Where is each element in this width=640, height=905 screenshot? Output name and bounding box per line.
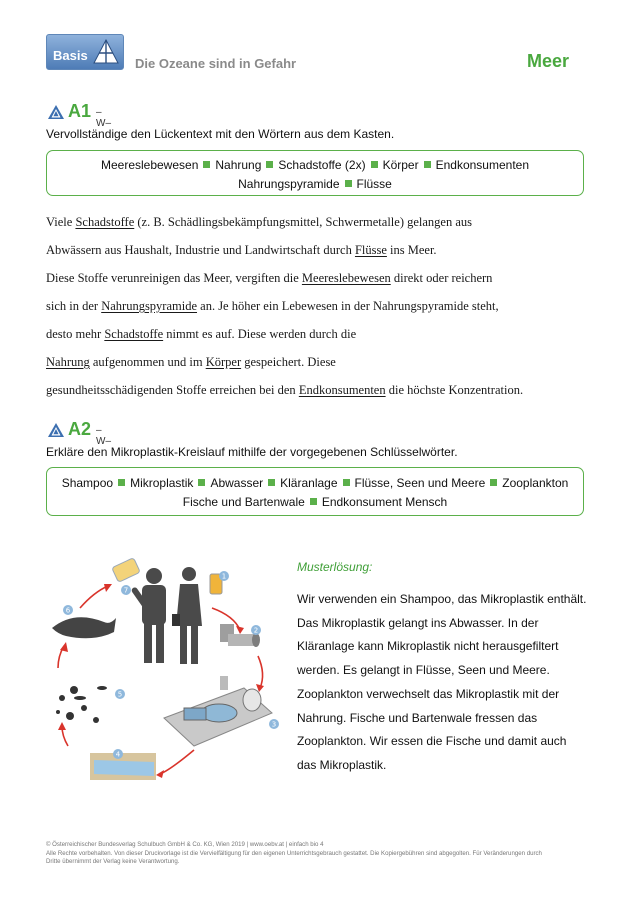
river-icon bbox=[90, 750, 156, 780]
cloze-segment: Viele bbox=[46, 215, 76, 229]
separator-square bbox=[268, 479, 275, 486]
cloze-segment: an. Je höher ein Lebewesen in der Nahrungspyramide steht, bbox=[197, 299, 499, 313]
keyword: Endkonsumenten bbox=[435, 158, 530, 172]
step-number: 6 bbox=[65, 606, 71, 615]
solution-text: Wir verwenden ein Shampoo, das Mikroplastik enthält. Das Mikroplastik gelangt ins Abwasser. In der Kläranlage kann Mikroplastik nicht herausgefiltert werden. Es gelangt in Flüsse, Seen und Meere. Zooplankton verwechselt das Mikroplastik mit der Nahrung. Fische und Bartenwale fressen das Zooplankton. Wir essen die Fische und damit auch das Mikroplastik. bbox=[297, 592, 587, 772]
filled-gap: Schadstoffe bbox=[75, 215, 135, 229]
word-row bbox=[47, 493, 583, 512]
task-instruction: Vervollständige den Lückentext mit den Wörtern aus dem Kasten. bbox=[46, 127, 395, 141]
filled-gap: Meereslebewesen bbox=[301, 271, 391, 285]
pyramid-icon bbox=[93, 39, 119, 65]
cloze-segment: nimmt es auf. Diese werden durch die bbox=[163, 327, 357, 341]
cloze-line bbox=[46, 327, 356, 342]
cloze-segment: Diese Stoffe verunreinigen das Meer, vergiften die bbox=[46, 271, 302, 285]
keyword: Flüsse bbox=[356, 177, 392, 191]
whale-icon bbox=[52, 617, 116, 638]
zooplankton-icon bbox=[56, 686, 107, 723]
cloze-line bbox=[46, 215, 472, 230]
basis-logo bbox=[46, 34, 124, 70]
keyword: Schadstoffe (2x) bbox=[278, 158, 366, 172]
footer bbox=[46, 841, 586, 867]
separator-square bbox=[343, 479, 350, 486]
alert-triangle-icon bbox=[48, 423, 64, 437]
page-topic: Meer bbox=[527, 51, 570, 71]
separator-square bbox=[490, 479, 497, 486]
alert-triangle-icon bbox=[48, 105, 64, 119]
task-level: –W– bbox=[96, 425, 111, 447]
keyword: Zooplankton bbox=[502, 476, 569, 490]
step-number: 1 bbox=[221, 572, 227, 581]
rights-line: Alle Rechte vorbehalten. Von dieser Druckvorlage ist die Vervielfältigung für den eigenen Unterrichtsgebrauch gestattet. Die Kopiergebühren sind abgegolten. Für Veränderungen durch bbox=[46, 849, 542, 857]
keyword: Abwasser bbox=[210, 476, 264, 490]
separator-square bbox=[198, 479, 205, 486]
people-icon bbox=[131, 567, 202, 664]
task-level: –W– bbox=[96, 107, 111, 129]
cloze-line bbox=[46, 299, 499, 314]
cloze-segment: (z. B. Schädlingsbekämpfungsmittel, Schwermetalle) gelangen aus bbox=[134, 215, 473, 229]
filled-gap: Körper bbox=[205, 355, 242, 369]
cloze-line bbox=[46, 355, 336, 370]
keyword: Nahrung bbox=[215, 158, 262, 172]
task-number: A2 bbox=[68, 419, 92, 439]
cloze-segment: direkt oder reichern bbox=[390, 271, 493, 285]
step-number: 7 bbox=[123, 586, 129, 595]
keyword: Endkonsument Mensch bbox=[321, 495, 448, 509]
cloze-text bbox=[46, 215, 606, 395]
word-row bbox=[47, 474, 583, 493]
filled-gap: Nahrungspyramide bbox=[101, 299, 198, 313]
step-number: 2 bbox=[253, 626, 259, 635]
separator-square bbox=[424, 161, 431, 168]
separator-square bbox=[310, 498, 317, 505]
separator-square bbox=[118, 479, 125, 486]
keyword: Körper bbox=[382, 158, 419, 172]
cloze-line bbox=[46, 271, 492, 286]
cloze-segment: desto mehr bbox=[46, 327, 105, 341]
cloze-segment: Abwässern aus Haushalt, Industrie und Landwirtschaft durch bbox=[46, 243, 355, 257]
cloze-segment: gespeichert. Diese bbox=[241, 355, 336, 369]
solution-title: Musterlösung: bbox=[297, 560, 373, 574]
separator-square bbox=[371, 161, 378, 168]
keyword: Kläranlage bbox=[280, 476, 338, 490]
cloze-line bbox=[46, 243, 437, 258]
cloze-segment: sich in der bbox=[46, 299, 102, 313]
step-number: 3 bbox=[271, 720, 277, 729]
copyright-line: © Österreichischer Bundesverlag Schulbuch GmbH & Co. KG, Wien 2019 | www.oebv.at | einfach bio 4 bbox=[46, 841, 324, 848]
keyword-box bbox=[46, 467, 584, 516]
keyword: Nahrungspyramide bbox=[238, 177, 340, 191]
filled-gap: Flüsse bbox=[354, 243, 387, 257]
cloze-segment: die höchste Konzentration. bbox=[385, 383, 524, 397]
rights-line: Dritte übernimmt der Verlag keine Verantwortung. bbox=[46, 858, 180, 866]
treatment-plant-icon bbox=[164, 676, 272, 746]
step-markers bbox=[63, 571, 279, 759]
task-instruction: Erkläre den Mikroplastik-Kreislauf mithilfe der vorgegebenen Schlüsselwörter. bbox=[46, 445, 458, 459]
separator-square bbox=[266, 161, 273, 168]
cloze-segment: gesundheitsschädigenden Stoffe erreichen bei den bbox=[46, 383, 299, 397]
step-number: 4 bbox=[115, 750, 121, 759]
keyword: Shampoo bbox=[61, 476, 114, 490]
word-box bbox=[46, 150, 584, 196]
filled-gap: Endkonsumenten bbox=[298, 383, 386, 397]
word-row bbox=[47, 156, 583, 175]
word-row bbox=[47, 175, 583, 194]
cloze-segment: aufgenommen und im bbox=[89, 355, 206, 369]
logo-label: Basis bbox=[53, 48, 88, 63]
separator-square bbox=[203, 161, 210, 168]
cloze-line bbox=[46, 383, 523, 398]
page-subtitle: Die Ozeane sind in Gefahr bbox=[135, 56, 297, 71]
keyword: Meereslebewesen bbox=[100, 158, 199, 172]
keyword: Mikroplastik bbox=[130, 476, 194, 490]
keyword: Flüsse, Seen und Meere bbox=[354, 476, 486, 490]
separator-square bbox=[345, 180, 352, 187]
keyword: Fische und Bartenwale bbox=[182, 495, 305, 509]
filled-gap: Nahrung bbox=[46, 355, 90, 369]
cloze-segment: ins Meer. bbox=[386, 243, 437, 257]
task-number: A1 bbox=[68, 101, 92, 121]
microplastic-cycle-illustration bbox=[44, 548, 284, 788]
filled-gap: Schadstoffe bbox=[104, 327, 164, 341]
step-number: 5 bbox=[117, 690, 123, 699]
